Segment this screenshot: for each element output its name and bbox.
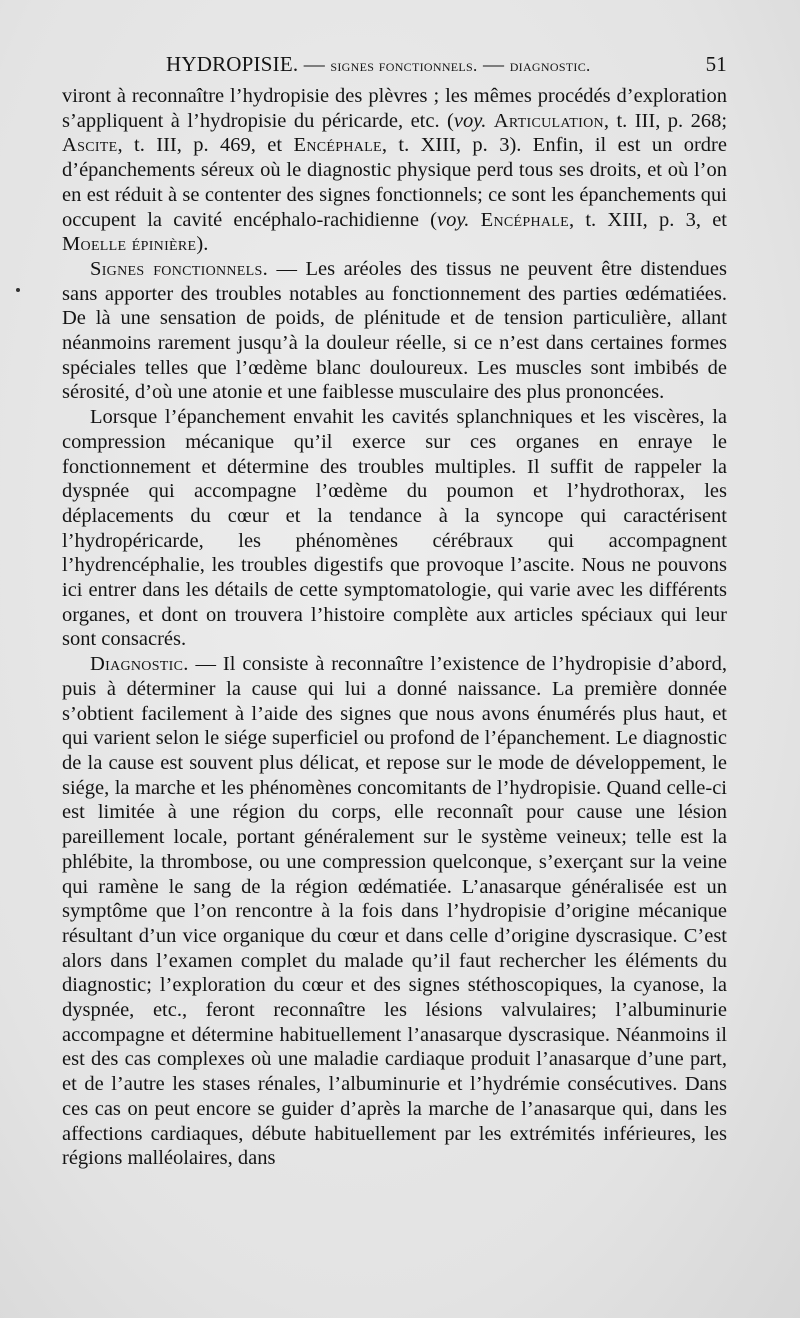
text-run: — Il consiste à reconnaître l’existence de l’hydropisie d’abord, puis à déterminer la cause qui lui a donné naissance. La première donnée s’obtient facilement à l’aide des signes que nous avons énumérés plus haut, et qui varient selon le siége superficiel ou profond de l’épanchement. Le diagnostic de la cause est souvent plus délicat, et repose sur le mode de développement, le siége, la marche et les phénomènes concomitants de l’hydropisie. Quand celle-ci est limitée à une région du corps, elle reconnaît pour cause une lésion pareillement locale, portant généralement sur le système veineux; telle est la phlébite, la thrombose, ou une compression quelconque, s’exerçant sur la veine qui ramène le sang de la région œdématiée. L’anasarque généralisée est un symptôme que l’on rencontre à la fois dans l’hydropisie d’origine mécanique résultant d’un vice organique du cœur et dans celle d’origine dyscrasique. C’est alors dans l’examen complet du malade qu’il faut rechercher les éléments du diagnostic; l’exploration du cœur et des signes stéthoscopiques, la cyanose, la dyspnée, etc., feront reconnaître les lésions valvulaires; l’albuminurie accompagne et détermine habituellement l’anasarque dyscrasique. Néanmoins il est des cas complexes où une maladie cardiaque produit l’anasarque d’une part, et de l’autre les stases rénales, l’albuminurie et l’hydrémie consécutives. Dans ces cas on peut encore se guider d’après la marche de l’anasarque qui, dans les affections cardiaques, débute habituellement par les extrémités inférieures, les régions malléolaires, dans bbox=[62, 653, 727, 1170]
page-number: 51 bbox=[705, 52, 727, 76]
text-run: , t. III, p. 268; bbox=[603, 109, 728, 132]
reference-ascite: Ascite bbox=[62, 134, 118, 157]
header-title: HYDROPISIE. bbox=[166, 52, 299, 76]
text-run: , t. XIII, p. 3, et bbox=[569, 208, 728, 231]
text-run: , t. XIII, p. 3). Enfin, il est un ordre d’épanchements séreux où le diagnostic physique perd tous ses droits, et où l’on en est réduit à se contenter des signes fonctionnels; ce sont les épanchements qui occupent la cavité encéphalo-rachidienne ( bbox=[62, 134, 727, 231]
running-header bbox=[62, 52, 727, 76]
header-dash: — bbox=[303, 52, 325, 76]
text-run: viront à reconnaître l’hydropisie des plèvres ; les mêmes procédés d’exploration s’appliquent à l’hydropisie du péricarde, etc. ( bbox=[62, 85, 727, 132]
paragraph-hydropisie-exploration bbox=[62, 84, 727, 257]
paragraph-diagnostic bbox=[62, 652, 727, 1171]
reference-voy: voy. bbox=[436, 208, 470, 231]
header-section-diagnostic: diagnostic. bbox=[509, 56, 591, 75]
margin-ink-dot bbox=[16, 288, 20, 292]
text-run: , t. III, p. 469, et bbox=[117, 134, 294, 157]
reference-moelle-epiniere: Moelle épinière bbox=[62, 233, 197, 256]
header-section-signes: signes fonctionnels. bbox=[330, 56, 478, 75]
header-dash: — bbox=[483, 52, 505, 76]
text-run: — Les aréoles des tissus ne peuvent être distendues sans apporter des troubles notables au fonctionnement des parties œdématiées. De là une sensation de poids, de plénitude et de tension particulière, allant néanmoins rarement jusqu’à la douleur réelle, si ce n’est dans certaines formes spéciales telles que l’œdème blanc douloureux. Les muscles sont imbibés de sérosité, d’où une atonie et une faiblesse musculaire des plus prononcées. bbox=[62, 257, 728, 404]
reference-voy: voy. bbox=[453, 109, 487, 132]
reference-articulation: Articulation bbox=[493, 109, 604, 132]
reference-encephale: Encéphale bbox=[293, 134, 382, 157]
paragraph-signes-fonctionnels bbox=[62, 257, 727, 405]
text-run bbox=[469, 209, 480, 231]
text-run bbox=[486, 110, 493, 132]
section-heading-signes-fonctionnels: Signes fonctionnels. bbox=[90, 257, 269, 280]
text-run: ). bbox=[196, 233, 209, 256]
body-text bbox=[62, 84, 727, 1171]
paragraph-epanchement bbox=[62, 405, 727, 652]
text-run: Lorsque l’épanchement envahit les cavités splanchniques et les viscères, la compression mécanique qu’il exerce sur ces organes en enraye le fonctionnement et détermine des troubles multiples. Il suffit de rappeler la dyspnée qui accompagne l’œdème du poumon et l’hydrothorax, les déplacements du cœur et la tendance à la syncope qui caractérisent l’hydropéricarde, les phénomènes cérébraux qui accompagnent l’hydrencéphalie, les troubles digestifs que provoque l’ascite. Nous ne pouvons ici entrer dans les détails de cette symptomatologie, qui varie avec les différents organes, et dont on trouvera l’histoire complète aux articles spéciaux qui leur sont consacrés. bbox=[62, 406, 727, 651]
section-heading-diagnostic: Diagnostic. bbox=[90, 653, 189, 676]
reference-encephale: Encéphale bbox=[480, 208, 569, 231]
